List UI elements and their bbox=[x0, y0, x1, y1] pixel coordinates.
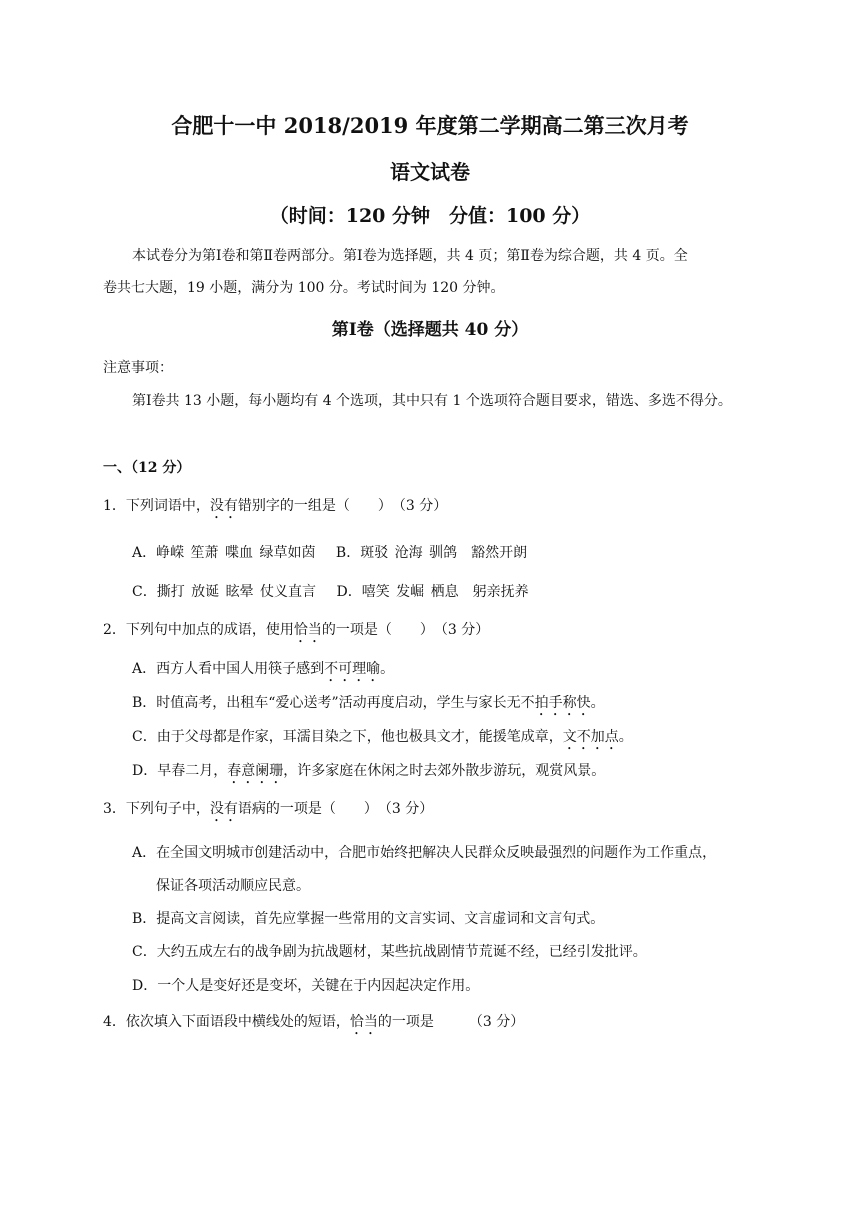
q2-c-text: C．由于父母都是作家，耳濡目染之下，他也极具文才，能援笔成章， bbox=[132, 729, 563, 745]
q2-b-text: B．时值高考，出租车“爱心送考”活动再度启动，学生与家长无不 bbox=[132, 695, 535, 711]
q2-option-a bbox=[132, 659, 394, 685]
q2-c-end: 。 bbox=[618, 729, 633, 745]
q2-a-idiom: 不可理喻 bbox=[324, 661, 381, 677]
q2-d-idiom: 春意阑珊 bbox=[227, 763, 284, 779]
exam-time-info: （时间：120 分钟 分值：100 分） bbox=[269, 205, 591, 227]
q2-d-text: D．早春二月， bbox=[132, 763, 228, 779]
q3-option-a-line1: A．在全国文明城市创建活动中，合肥市始终把解决人民群众反映最强烈的问题作为工作重点， bbox=[132, 845, 717, 861]
section-1-label: 一、（12 分） bbox=[103, 460, 191, 476]
q3-option-d: D．一个人是变好还是变坏，关键在于内因起决定作用。 bbox=[132, 978, 480, 994]
notice-text: 第Ⅰ卷共 13 小题，每小题均有 4 个选项，其中只有 1 个选项符合题目要求，错选、多选不得分。 bbox=[132, 393, 732, 409]
q1-stem-dotted: 没有 bbox=[209, 498, 238, 514]
q2-stem bbox=[103, 620, 489, 646]
q1-options-ab: A．峥嵘 笙萧 喋血 绿草如茵 B．斑驳 沧海 驯鸽 豁然开朗 bbox=[132, 545, 528, 561]
q2-stem-dotted: 恰当 bbox=[293, 622, 322, 638]
q1-options-cd: C．撕打 放诞 眩晕 仗义直言 D．嘻笑 发崛 栖息 躬亲抚养 bbox=[132, 584, 529, 600]
q3-stem-post: 语病的一项是（ ） （3 分） bbox=[237, 801, 434, 817]
notice-label: 注意事项： bbox=[103, 360, 173, 376]
q2-c-idiom: 文不加点 bbox=[562, 729, 619, 745]
q2-d-end: ，许多家庭在休闲之时去郊外散步游玩，观赏风景。 bbox=[283, 763, 606, 779]
q2-a-end: 。 bbox=[380, 661, 395, 677]
q2-b-idiom: 拍手称快 bbox=[534, 695, 591, 711]
q1-stem-pre: 1．下列词语中， bbox=[103, 498, 210, 514]
q3-option-a-line2: 保证各项活动顺应民意。 bbox=[156, 878, 310, 894]
q2-a-text: A．西方人看中国人用筷子感到 bbox=[132, 661, 325, 677]
q2-b-end: 。 bbox=[590, 695, 605, 711]
q1-stem-post: 错别字的一组是（ ） （3 分） bbox=[237, 498, 448, 514]
q1-stem bbox=[103, 496, 447, 522]
part1-heading: 第Ⅰ卷（选择题共 40 分） bbox=[331, 320, 529, 340]
q2-stem-post: 的一项是（ ） （3 分） bbox=[321, 622, 490, 638]
q3-option-c: C．大约五成左右的战争剧为抗战题材，某些抗战剧情节荒诞不经，已经引发批评。 bbox=[132, 944, 647, 960]
exam-subject: 语文试卷 bbox=[390, 160, 470, 184]
q3-stem-dotted: 没有 bbox=[209, 801, 238, 817]
exam-title: 合肥十一中 2018/2019 年度第二学期高二第三次月考 bbox=[171, 113, 689, 138]
q4-stem bbox=[103, 1012, 524, 1038]
intro-line-1: 本试卷分为第Ⅰ卷和第Ⅱ卷两部分。第Ⅰ卷为选择题，共 4 页；第Ⅱ卷为综合题，共 4 页。全 bbox=[132, 248, 688, 264]
q4-stem-post: 的一项是 （3 分） bbox=[377, 1014, 525, 1030]
q2-option-b bbox=[132, 693, 605, 719]
q3-stem-pre: 3．下列句子中， bbox=[103, 801, 210, 817]
q2-option-d bbox=[132, 761, 605, 787]
q3-stem bbox=[103, 799, 433, 825]
q2-option-c bbox=[132, 727, 633, 753]
q4-stem-pre: 4．依次填入下面语段中横线处的短语， bbox=[103, 1014, 350, 1030]
intro-line-2: 卷共七大题，19 小题，满分为 100 分。考试时间为 120 分钟。 bbox=[103, 280, 505, 296]
q3-option-b: B．提高文言阅读，首先应掌握一些常用的文言实词、文言虚词和文言句式。 bbox=[132, 911, 605, 927]
q4-stem-dotted: 恰当 bbox=[349, 1014, 378, 1030]
q2-stem-pre: 2．下列句中加点的成语，使用 bbox=[103, 622, 294, 638]
